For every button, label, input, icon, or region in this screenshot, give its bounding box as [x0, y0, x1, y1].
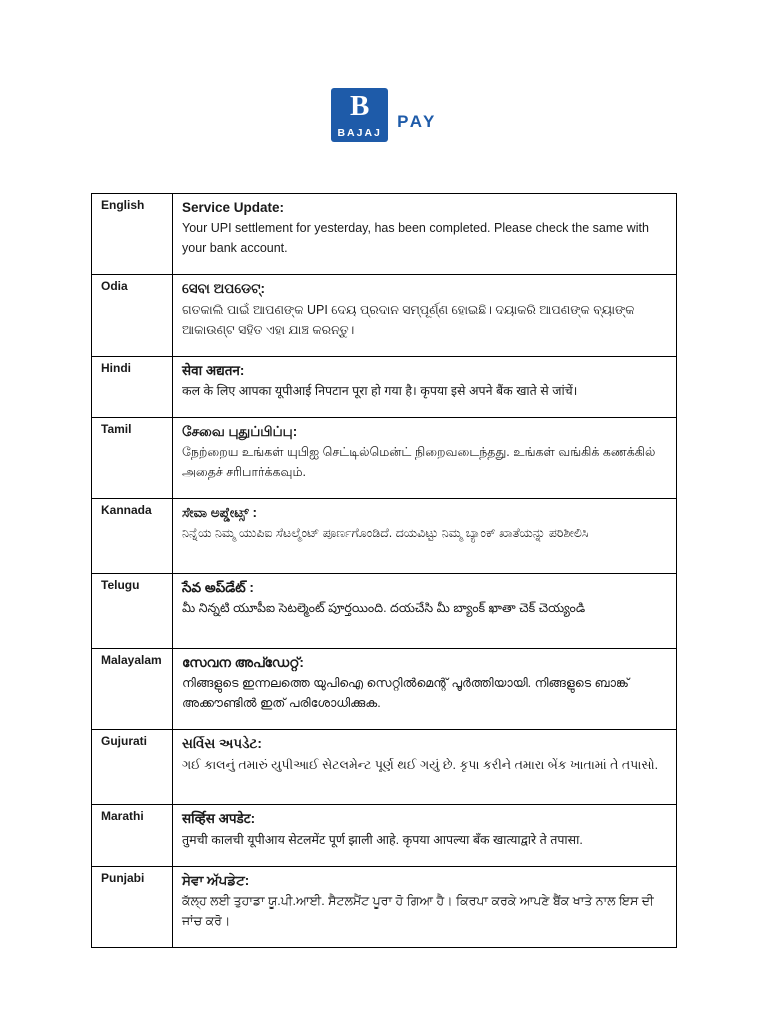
- message-cell: [173, 194, 677, 275]
- translation-table-body: [92, 194, 677, 948]
- message-title: ସେବା ଅପଡେଟ୍:: [182, 281, 265, 297]
- message-title: సేవ అప్‌డేట్ :: [182, 580, 254, 595]
- message-cell: [173, 730, 677, 805]
- message-title: സേവന അപ്ഡേറ്റ്:: [182, 655, 304, 670]
- message-cell: [173, 866, 677, 947]
- table-row: [92, 417, 677, 498]
- translation-table: [91, 193, 677, 948]
- message-title: સર્વિસ અપડેટ:: [182, 736, 262, 752]
- pay-wordmark: PAY: [397, 112, 437, 131]
- table-row: [92, 866, 677, 947]
- message-cell: [173, 417, 677, 498]
- bajaj-wordmark: BAJAJ: [337, 126, 381, 142]
- message-body: ગઈ કાલનું તમારું યુપીઆઈ સેટલમેન્ટ પૂર્ણ થઈ ગયું છે. કૃપા કરીને તમારા બેંક ખાતામાં તે તપાસો.: [182, 757, 659, 772]
- message-title: सर्व्हिस अपडेट:: [182, 811, 256, 827]
- table-row: [92, 356, 677, 417]
- message-body: ଗତକାଲି ପାଇଁ ଆପଣଙ୍କ UPI ଦେୟ ପ୍ରଦାନ ସମ୍ପୂର୍ଣ୍ଣ ହୋଇଛି। ଦୟାକରି ଆପଣଙ୍କ ବ୍ୟାଙ୍କ ଆକାଉଣ୍ଟ ସହିତ ଏହା ଯାଞ୍ଚ କରନ୍ତୁ।: [182, 302, 635, 337]
- message-title: Service Update:: [182, 200, 285, 215]
- table-row: [92, 805, 677, 866]
- message-body: कल के लिए आपका यूपीआई निपटान पूरा हो गया है। कृपया इसे अपने बैंक खाते से जांचें।: [182, 383, 578, 398]
- message-body: ਕੱਲ੍ਹ ਲਈ ਤੁਹਾਡਾ ਯੂ.ਪੀ.ਆਈ. ਸੈਟਲਮੈਂਟ ਪੂਰਾ ਹੋ ਗਿਆ ਹੈ। ਕਿਰਪਾ ਕਰਕੇ ਆਪਣੇ ਬੈਂਕ ਖਾਤੇ ਨਾਲ ਇਸ ਦੀ ਜਾਂਚ ਕਰੋ।: [182, 893, 654, 928]
- language-cell: Marathi: [92, 805, 173, 866]
- message-body: நேற்றைய உங்கள் யுபிஐ செட்டில்மென்ட் நிறைவடைந்தது. உங்கள் வங்கிக் கணக்கில் அதைச் சரிபார்க்கவும்.: [182, 445, 656, 479]
- message-body: మీ నిన్నటి యూపీఐ సెటల్మెంట్ పూర్తయింది. దయచేసి మీ బ్యాంక్ ఖాతా చెక్ చెయ్యండి: [182, 601, 586, 616]
- language-cell: Tamil: [92, 417, 173, 498]
- message-body: Your UPI settlement for yesterday, has been completed. Please check the same with your bank account.: [182, 221, 649, 256]
- message-cell: [173, 805, 677, 866]
- table-row: [92, 275, 677, 356]
- language-cell: Kannada: [92, 499, 173, 574]
- table-row: [92, 574, 677, 649]
- table-row: [92, 194, 677, 275]
- language-cell: Odia: [92, 275, 173, 356]
- message-title: சேவை புதுப்பிப்பு:: [182, 423, 298, 439]
- language-cell: English: [92, 194, 173, 275]
- language-cell: Telugu: [92, 574, 173, 649]
- message-cell: [173, 356, 677, 417]
- message-cell: [173, 275, 677, 356]
- message-title: ಸೇವಾ ಅಪ್ಡೇಟ್ಸ್ :: [182, 505, 258, 520]
- language-cell: Malayalam: [92, 649, 173, 730]
- message-title: सेवा अद्यतन:: [182, 362, 245, 378]
- bajaj-logo-mark-icon: [331, 88, 388, 142]
- message-title: ਸੇਵਾ ਅੱਪਡੇਟ:: [182, 872, 250, 888]
- table-row: [92, 499, 677, 574]
- message-body: നിങ്ങളുടെ ഇന്നലത്തെ യുപിഐ സെറ്റിൽമെന്റ് പൂർത്തിയായി. നിങ്ങളുടെ ബാങ്ക് അക്കൗണ്ടിൽ ഇത് പരിശോധിക്കുക.: [182, 676, 629, 711]
- bajaj-b-monogram-icon: B: [350, 90, 370, 122]
- language-cell: Hindi: [92, 356, 173, 417]
- table-row: [92, 730, 677, 805]
- language-cell: Punjabi: [92, 866, 173, 947]
- message-cell: [173, 499, 677, 574]
- message-body: ನಿನ್ನೆಯ ನಿಮ್ಮ ಯುಪಿಐ ಸೆಟಲ್ಮೆಂಟ್ ಪೂರ್ಣಗೊಂಡಿದೆ. ದಯವಿಟ್ಟು ನಿಮ್ಮ ಬ್ಯಾಂಕ್ ಖಾತೆಯನ್ನು ಪರಿಶೀಲಿಸಿ: [182, 526, 589, 541]
- message-body: तुमची कालची यूपीआय सेटलमेंट पूर्ण झाली आहे. कृपया आपल्या बँक खात्याद्वारे ते तपासा.: [182, 832, 583, 847]
- table-row: [92, 649, 677, 730]
- bajaj-pay-logo: [0, 88, 768, 142]
- message-cell: [173, 649, 677, 730]
- message-cell: [173, 574, 677, 649]
- language-cell: Gujurati: [92, 730, 173, 805]
